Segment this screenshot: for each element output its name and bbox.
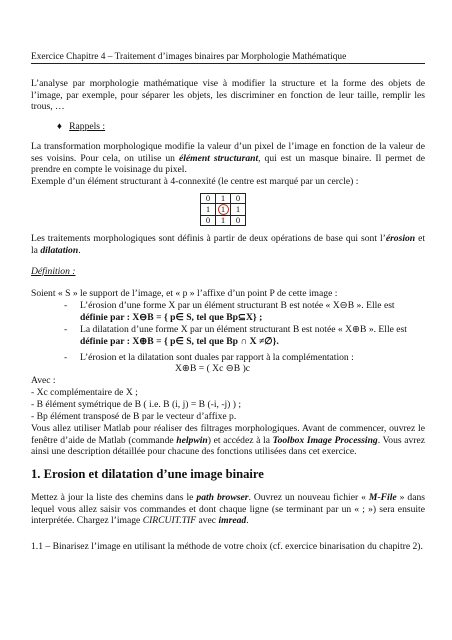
- example-line: Exemple d’un élément structurant à 4-connexité (le centre est marqué par un cercle) :: [31, 176, 359, 187]
- dash-bullet: -: [64, 300, 68, 311]
- avec-item-3: - Bp élément transposé de B par le vecteur d’affixe p.: [31, 411, 237, 422]
- rappels-heading: [57, 121, 451, 133]
- table-cell: 0: [201, 194, 216, 204]
- path-browser-term: path browser: [196, 492, 249, 503]
- imread-command: imread: [218, 515, 247, 527]
- dilatation-definition-2: définie par : X⊕B = { p∈ S, tel que Bp ∩ X ≠∅}.: [80, 336, 279, 347]
- table-cell: 0: [201, 216, 216, 226]
- table-row: [201, 216, 246, 226]
- table-cell: 1: [216, 216, 231, 226]
- definition-soient: Soient « S » le support de l’image, et « p » l’affixe d’un point P de cette image :: [31, 288, 338, 299]
- table-cell: 0: [231, 194, 246, 204]
- table-row: [201, 194, 246, 204]
- duality-formula: X⊕B = ( Xc ⊖B )c: [175, 363, 251, 374]
- mfile-term: M-File: [368, 492, 397, 503]
- toolbox-name: Toolbox Image Processing: [272, 434, 378, 446]
- dash-bullet: -: [64, 352, 68, 363]
- table-cell: 1: [231, 204, 246, 216]
- erosion-definition-2: définie par : X⊖B = { p∈ S, tel que Bp⊆X} ;: [80, 312, 263, 323]
- duality-line: L’érosion et la dilatation sont duales par rapport à la complémentation :: [80, 352, 354, 363]
- structuring-element-table: [200, 193, 246, 226]
- definition-label: Définition :: [31, 266, 76, 277]
- page-header: Exercice Chapitre 4 – Traitement d’images binaires par Morphologie Mathématique: [31, 52, 425, 64]
- table-cell: 1: [201, 204, 216, 216]
- helpwin-command: helpwin: [176, 434, 208, 446]
- center-circle-icon: 1: [218, 204, 229, 215]
- dash-bullet: -: [64, 324, 68, 335]
- structuring-element-term: élément structurant: [178, 152, 259, 164]
- avec-label: Avec :: [31, 375, 56, 386]
- question-1-1: 1.1 – Binarisez l’image en utilisant la méthode de votre choix (cf. exercice binarisation du chapitre 2).: [31, 541, 423, 552]
- diamond-bullet-icon: ♦: [57, 121, 62, 132]
- table-cell-center: [216, 204, 231, 216]
- transform-paragraph: La transformation morphologique modifie la valeur d’un pixel de l’image en fonction de la valeur de ses voisins. Pour cela, on utilise un élément structurant, qui est un masque binaire. Il permet de prendre en compte le voisinage du pixel.: [31, 141, 425, 176]
- table-cell: 1: [216, 194, 231, 204]
- operations-paragraph: Les traitements morphologiques sont définis à partir de deux opérations de base qui sont l’érosion et la dilatation.: [31, 233, 425, 256]
- dilatation-definition-1: La dilatation d’une forme X par un élément structurant B est notée « X⊕B ». Elle est: [80, 324, 407, 335]
- avec-item-2: - B élément symétrique de B ( i.e. B (i, j) = B (-i, -j) ) ;: [31, 399, 242, 410]
- avec-item-1: - Xc complémentaire de X ;: [31, 387, 138, 398]
- dilatation-term: dilatation: [40, 244, 79, 256]
- intro-paragraph: L’analyse par morphologie mathématique vise à modifier la structure et la forme des objets de l’image, par exemple, pour séparer les objets, les discriminer en fonction de leur taille, remplir les trous, …: [31, 78, 425, 113]
- table-cell: 0: [231, 216, 246, 226]
- erosion-definition-1: L’érosion d’une forme X par un élément structurant B est notée « X⊖B ». Elle est: [80, 300, 395, 311]
- rappels-label: Rappels :: [69, 121, 106, 132]
- section-title: 1. Erosion et dilatation d’une image binaire: [31, 467, 264, 481]
- path-paragraph: Mettez à jour la liste des chemins dans le path browser. Ouvrez un nouveau fichier « M-File » dans lequel vous allez saisir vos commandes et dont chaque ligne (se terminant par un « ; ») sera ensuite interprétée. Chargez l’image CIRCUIT.TIF avec imread.: [31, 492, 425, 527]
- erosion-term: érosion: [385, 233, 416, 244]
- table-row: [201, 204, 246, 216]
- matlab-paragraph: Vous allez utiliser Matlab pour réaliser des filtrages morphologiques. Avant de commencer, ouvrez le fenêtre d’aide de Matlab (commande helpwin) et accédez à la Toolbox Image Processing. Vous avrez ainsi une description détaillée pour chacune des fonctions utilisées dans cet exercice.: [31, 423, 425, 458]
- circuit-filename: CIRCUIT.TIF: [142, 515, 197, 527]
